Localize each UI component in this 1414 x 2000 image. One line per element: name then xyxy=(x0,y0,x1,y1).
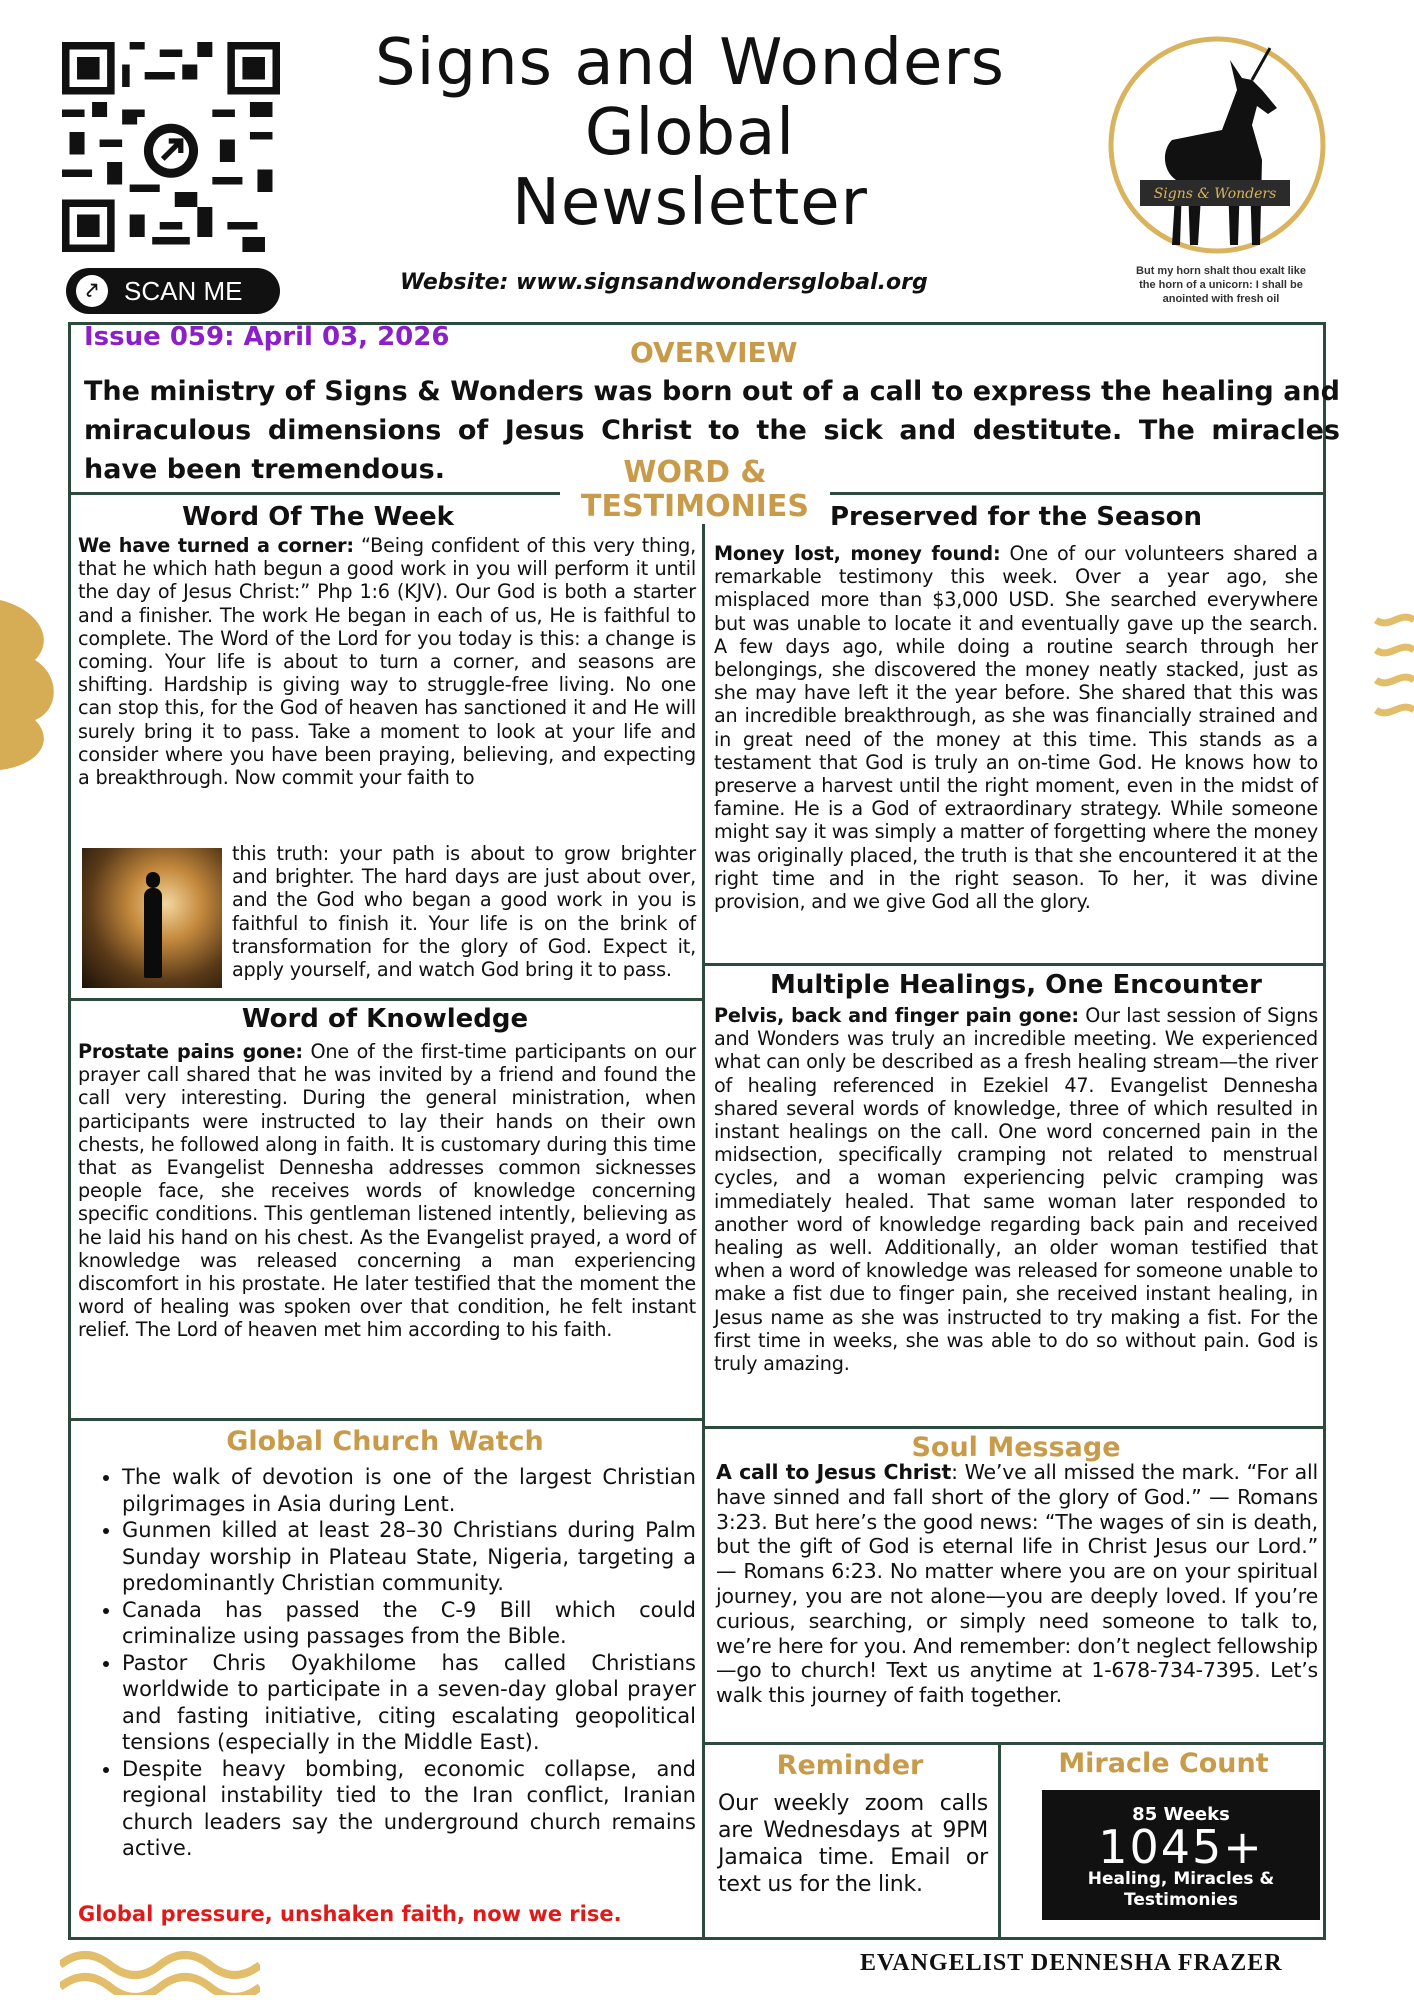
miracle-count-label: Healing, Miracles & Testimonies xyxy=(1087,1869,1275,1910)
footer-signature: EVANGELIST DENNESHA FRAZER xyxy=(860,1950,1283,1976)
overview-heading: OVERVIEW xyxy=(630,336,798,369)
miracle-weeks: 85 Weeks xyxy=(1132,1804,1230,1825)
word-of-knowledge-heading: Word of Knowledge xyxy=(241,1004,529,1034)
soul-message-text: : We’ve all missed the mark. “For all have sinned and fall short of the glory of God.” — Romans 3:23. But here’s the good news: “The wages of sin is death, but the gift of God is eternal life in Christ Jesus our Lord.” — Romans 6:23. No matter where you are on your spiritual journey, you are not alone—you are deeply loved. If you’re curious, searching, or simply need someone to talk to, we’re here for you. And remember: don’t neglect fellowship—go to church! Text us anytime at 1-678-734-7395. Let’s walk this journey of faith together. xyxy=(716,1460,1318,1708)
multiple-healings-heading: Multiple Healings, One Encounter xyxy=(770,970,1262,1000)
overview-divider-left xyxy=(68,492,564,495)
preserved-heading: Preserved for the Season xyxy=(829,502,1203,532)
logo-banner-text: Signs & Wonders xyxy=(1153,186,1277,202)
title-line-3: Newsletter xyxy=(512,166,868,240)
unicorn-logo xyxy=(1102,30,1332,260)
overview-divider-right xyxy=(826,492,1326,495)
right-divider-3 xyxy=(702,1742,1326,1745)
word-of-knowledge-body xyxy=(78,1040,696,1342)
word-testimonies-line-2: TESTIMONIES xyxy=(581,489,809,524)
word-testimonies-line-1: WORD & xyxy=(623,455,767,490)
preserved-text: One of our volunteers shared a remarkable testimony this week. Over a year ago, she misplaced more than $3,000 USD. She searched everywhere but was unable to locate it and eventually gave up the search. A few days ago, while doing a routine search through her belongings, she discovered the money neatly stacked, just as she may have left it the year before. She shared that this was an incredible breakthrough, as she was financially strained and in great need of the money at this time. This stands as a testament that God is truly an on-time God. He knows how to preserve a harvest until the right moment, even in the midst of famine. He is a God of extraordinary strategy. While someone might say it was simply a matter of forgetting where the money was originally placed, the truth is that she encountered it at the right time and in the right season. To her, it was divine provision, and we give God all the glory. xyxy=(714,542,1318,914)
link-icon: ⤤ xyxy=(76,275,108,307)
miracle-count-heading: Miracle Count xyxy=(1058,1748,1269,1779)
gold-wave-decoration-right xyxy=(1370,610,1414,730)
overview-text: The ministry of Signs & Wonders was born out of a call to express the healing and miraculous dimensions of Jesus Christ to the sick and destitute. The miracles have been tremendous. xyxy=(84,376,1340,485)
preserved-lead: Money lost, money found: xyxy=(714,542,1001,565)
scan-me-label: SCAN ME xyxy=(124,276,243,306)
miracle-count-box xyxy=(1042,1790,1320,1920)
left-divider-1 xyxy=(68,998,702,1001)
logo-caption: But my horn shalt thou exalt like the horn of a unicorn: I shall be anointed with fresh oil xyxy=(1136,265,1306,305)
word-of-week-body-2 xyxy=(232,842,696,981)
gcw-item-5: • Despite heavy bombing, economic collapse, and regional instability tied to the Iran conflict, Iranian church leaders say the underground church remains active. xyxy=(122,1756,696,1862)
gold-cloud-decoration xyxy=(0,600,60,770)
miracle-count-number: 1045+ xyxy=(1098,1820,1264,1874)
qr-code[interactable] xyxy=(62,42,280,252)
word-of-week-text-2: this truth: your path is about to grow brighter and brighter. The hard days are just about over, and the God who began a good work in you is faithful to finish it. Your life is on the brink of transformation for the glory of God. Expect it, apply yourself, and watch God bring it to pass. xyxy=(232,842,696,982)
gold-wave-decoration-bottom xyxy=(60,1945,260,1995)
man-walking-photo xyxy=(82,848,222,988)
reminder-heading: Reminder xyxy=(776,1750,924,1781)
newsletter-title xyxy=(300,28,1080,238)
gcw-item-3: • Canada has passed the C-9 Bill which could criminalize using passages from the Bible. xyxy=(122,1597,696,1650)
global-church-watch-heading: Global Church Watch xyxy=(226,1426,544,1457)
reminder-text: Our weekly zoom calls are Wednesdays at 9PM Jamaica time. Email or text us for the link. xyxy=(718,1791,988,1897)
preserved-body xyxy=(714,542,1318,913)
multiple-healings-body xyxy=(714,1004,1318,1375)
word-of-week-text: “Being confident of this very thing, that he which hath begun a good work in you will perform it until the day of Jesus Christ:” Php 1:6 (KJV). Our God is both a starter and a finisher. The work He began in each of us, He is faithful to complete. The Word of the Lord for you today is this: a change is coming. Your life is about to turn a corner, and seasons are shifting. Hardship is giving way to struggle-free living. No one can stop this, for the God of heaven has sanctioned it and He will surely bring it to pass. Take a moment to look at your life and consider where you have been praying, believing, and expecting a breakthrough. Now commit your faith to xyxy=(78,534,696,790)
global-church-watch-list xyxy=(80,1464,696,1862)
right-divider-1 xyxy=(702,963,1326,966)
word-of-week-heading: Word Of The Week xyxy=(182,502,454,532)
word-of-week-body xyxy=(78,534,696,789)
right-divider-2 xyxy=(702,1426,1326,1429)
soul-message-heading: Soul Message xyxy=(911,1432,1121,1463)
multiple-healings-lead: Pelvis, back and finger pain gone: xyxy=(714,1004,1079,1027)
column-divider xyxy=(702,492,705,1940)
gcw-item-2: • Gunmen killed at least 28–30 Christians during Palm Sunday worship in Plateau State, Nigeria, targeting a predominantly Christian community. xyxy=(122,1517,696,1597)
title-line-1: Signs and Wonders xyxy=(375,26,1005,100)
title-line-2: Global xyxy=(584,96,796,170)
gcw-tagline: Global pressure, unshaken faith, now we rise. xyxy=(78,1902,622,1926)
word-of-knowledge-text: One of the first-time participants on our prayer call shared that he was invited by a friend and found the call very interesting. During the general ministration, when participants were instructed to lay their hands on their own chests, he followed along in faith. It is customary during this time that as Evangelist Dennesha addresses common sicknesses people face, she receives words of knowledge concerning specific conditions. This gentleman listened intently, believing as he laid his hand on his chest. As the Evangelist prayed, a word of knowledge was released concerning a man experiencing discomfort in his prostate. He later testified that the moment the word of healing was spoken over that condition, he felt instant relief. The Lord of heaven met him according to his faith. xyxy=(78,1040,696,1342)
scan-me-button[interactable] xyxy=(66,268,280,314)
word-of-knowledge-lead: Prostate pains gone: xyxy=(78,1040,303,1063)
gcw-item-4: • Pastor Chris Oyakhilome has called Christians worldwide to participate in a seven-day global prayer and fasting initiative, citing escalating geopolitical tensions (especially in the Middle East). xyxy=(122,1650,696,1756)
issue-label: Issue 059: April 03, 2026 xyxy=(84,322,450,352)
left-divider-2 xyxy=(68,1418,702,1421)
multiple-healings-text: Our last session of Signs and Wonders was truly an incredible meeting. We experienced what can only be described as a fresh healing stream—the river of healing referenced in Ezekiel 47. Evangelist Dennesha shared several words of knowledge, three of which resulted in instant healings on the call. One word concerned pain in the midsection, specifically cramping not related to menstrual cycles, and a woman experiencing pelvic cramping was immediately healed. That same woman later responded to another word of knowledge regarding back pain and received healing as well. Additionally, an older woman testified that when a word of knowledge was released for someone unable to make a fist due to finger pain, she received instant healing, in Jesus name as she was instructed to try making a fist. For the first time in weeks, she was able to do so without pain. God is truly amazing. xyxy=(714,1004,1318,1376)
word-of-week-lead: We have turned a corner: xyxy=(78,534,354,557)
soul-message-lead: A call to Jesus Christ xyxy=(716,1460,952,1484)
reminder-body xyxy=(718,1790,988,1898)
gcw-item-1: • The walk of devotion is one of the largest Christian pilgrimages in Asia during Lent. xyxy=(122,1464,696,1517)
website-link[interactable]: Website: www.signsandwondersglobal.org xyxy=(400,270,928,295)
soul-message-body xyxy=(716,1460,1318,1708)
